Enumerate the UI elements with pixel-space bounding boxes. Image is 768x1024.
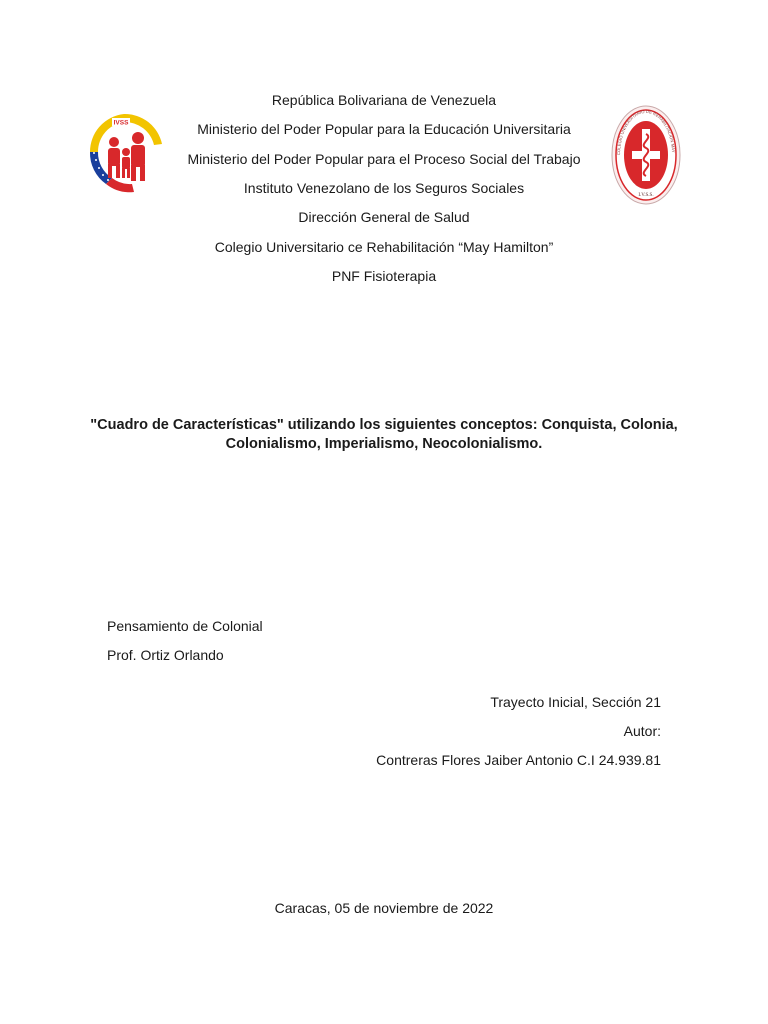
subject-name: Pensamiento de Colonial (107, 618, 263, 634)
college-seal-logo-icon (610, 104, 682, 206)
header-republic: República Bolivariana de Venezuela (271, 92, 497, 108)
author-label: Autor: (623, 723, 661, 739)
section-info: Trayecto Inicial, Sección 21 (490, 694, 661, 710)
header-institute: Instituto Venezolano de los Seguros Sociales (243, 180, 525, 196)
header-college: Colegio Universitario ce Rehabilitación “May Hamilton” (214, 239, 554, 255)
document-date: Caracas, 05 de noviembre de 2022 (274, 900, 494, 916)
seal-ring-text: COLEGIO UNIVERSITARIO DE REHABILITACIÓN MAY (615, 108, 676, 156)
author-name: Contreras Flores Jaiber Antonio C.I 24.939.81 (376, 752, 661, 768)
seal-bottom-text: I.V.S.S. (638, 193, 654, 198)
header-program: PNF Fisioterapia (331, 268, 437, 284)
ivss-logo-text: IVSS (113, 119, 129, 127)
header-ministry-education: Ministerio del Poder Popular para la Educación Universitaria (197, 121, 571, 137)
ivss-family-logo-icon (84, 108, 168, 198)
header-direction: Dirección General de Salud (298, 209, 470, 225)
header-ministry-work: Ministerio del Poder Popular para el Proceso Social del Trabajo (187, 151, 581, 167)
document-title: "Cuadro de Características" utilizando los siguientes conceptos: Conquista, Colonia, Colonialismo, Imperialismo, Neocolonialismo. (90, 417, 678, 452)
professor-name: Prof. Ortiz Orlando (107, 647, 224, 663)
